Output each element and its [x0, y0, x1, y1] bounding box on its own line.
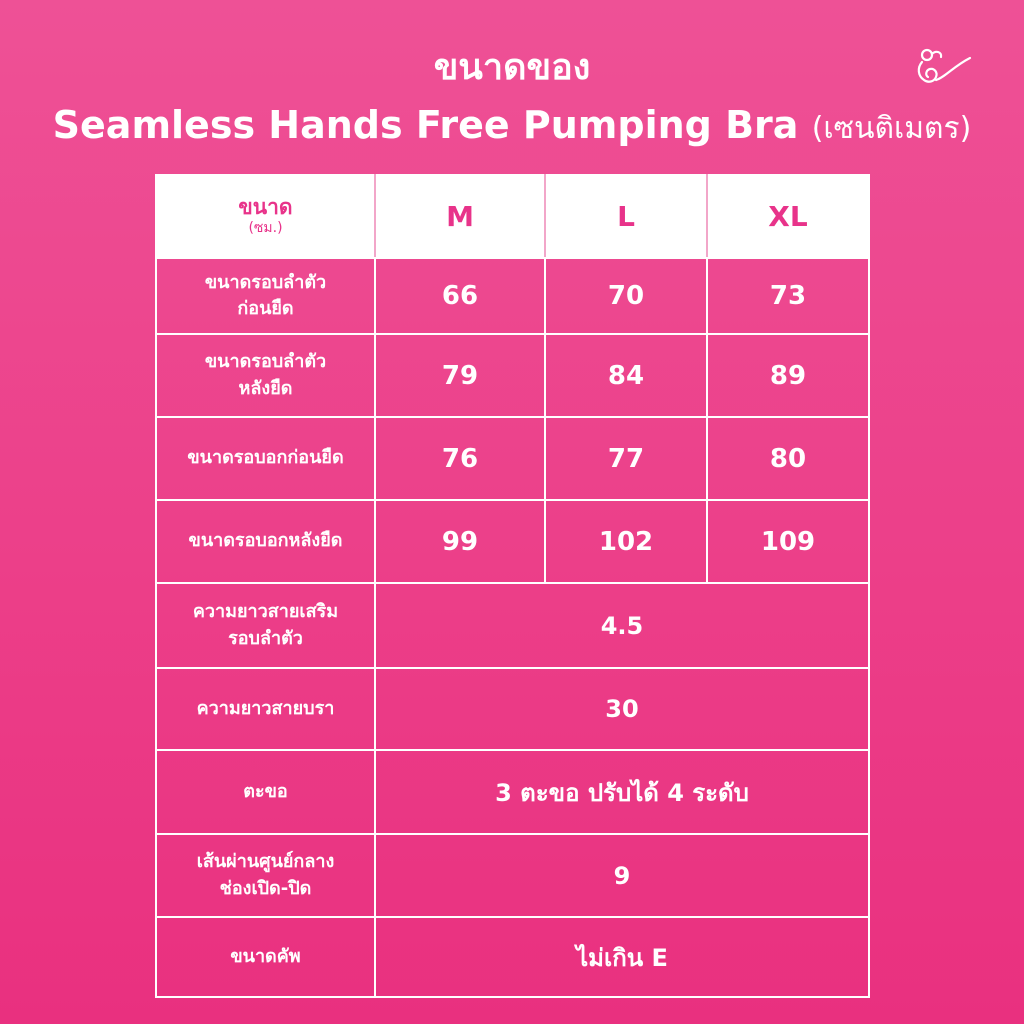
table-row	[156, 583, 869, 668]
row-label-line: ขนาดรอบอกหลังยืด	[188, 530, 343, 552]
table-row	[156, 834, 869, 917]
row-label	[156, 500, 375, 583]
value-cell: 109	[707, 500, 869, 583]
value-cell: 102	[545, 500, 707, 583]
row-label-line: เส้นผ่านศูนย์กลาง	[196, 851, 335, 873]
row-label-line: ขนาดรอบอกก่อนยืด	[187, 447, 344, 469]
row-label	[156, 750, 375, 834]
brand-logo-icon	[914, 44, 972, 92]
table-row	[156, 917, 869, 997]
corner-label: ขนาด	[238, 195, 293, 220]
table-row	[156, 500, 869, 583]
row-label-line: ความยาวสายเสริม	[192, 601, 339, 623]
column-header-l: L	[545, 175, 707, 258]
product-name-title	[0, 103, 1024, 147]
row-label	[156, 583, 375, 668]
row-label	[156, 668, 375, 750]
value-cell: 99	[375, 500, 545, 583]
row-label-line: ความยาวสายบรา	[196, 697, 335, 719]
value-cell: 66	[375, 258, 545, 334]
row-label-line: หลังยืด	[238, 377, 293, 399]
row-label-line: ก่อนยืด	[237, 298, 294, 319]
value-cell: 84	[545, 334, 707, 417]
size-chart-table	[155, 174, 870, 998]
value-cell: 76	[375, 417, 545, 500]
value-cell: 77	[545, 417, 707, 500]
row-label-line: ขนาดคัพ	[230, 945, 301, 967]
shared-value-cell: 3 ตะขอ ปรับได้ 4 ระดับ	[375, 750, 869, 834]
value-cell: 89	[707, 334, 869, 417]
page-title: ขนาดของ	[433, 47, 591, 88]
row-label	[156, 334, 375, 417]
column-header-m: M	[375, 175, 545, 258]
product-name: Seamless Hands Free Pumping Bra	[52, 103, 799, 147]
table-row	[156, 258, 869, 334]
shared-value-cell: 30	[375, 668, 869, 750]
table-row	[156, 417, 869, 500]
row-label	[156, 417, 375, 500]
corner-header-cell	[156, 175, 375, 258]
value-cell: 80	[707, 417, 869, 500]
table-header-row	[156, 175, 869, 258]
shared-value-cell: ไม่เกิน E	[375, 917, 869, 997]
table-row	[156, 750, 869, 834]
row-label-line: ตะขอ	[243, 780, 288, 802]
row-label-line: ช่องเปิด-ปิด	[219, 877, 312, 899]
shared-value-cell: 4.5	[375, 583, 869, 668]
shared-value-cell: 9	[375, 834, 869, 917]
value-cell: 70	[545, 258, 707, 334]
row-label	[156, 917, 375, 997]
row-label	[156, 258, 375, 334]
row-label-line: ขนาดรอบลำตัว	[204, 271, 327, 293]
table-row	[156, 334, 869, 417]
row-label	[156, 834, 375, 917]
table-row	[156, 668, 869, 750]
title-unit: (เซนติเมตร)	[811, 111, 972, 146]
corner-unit: (ซม.)	[248, 220, 283, 237]
row-label-line: รอบลำตัว	[228, 627, 303, 649]
value-cell: 79	[375, 334, 545, 417]
column-header-xl: XL	[707, 175, 869, 258]
value-cell: 73	[707, 258, 869, 334]
row-label-line: ขนาดรอบลำตัว	[204, 351, 327, 373]
